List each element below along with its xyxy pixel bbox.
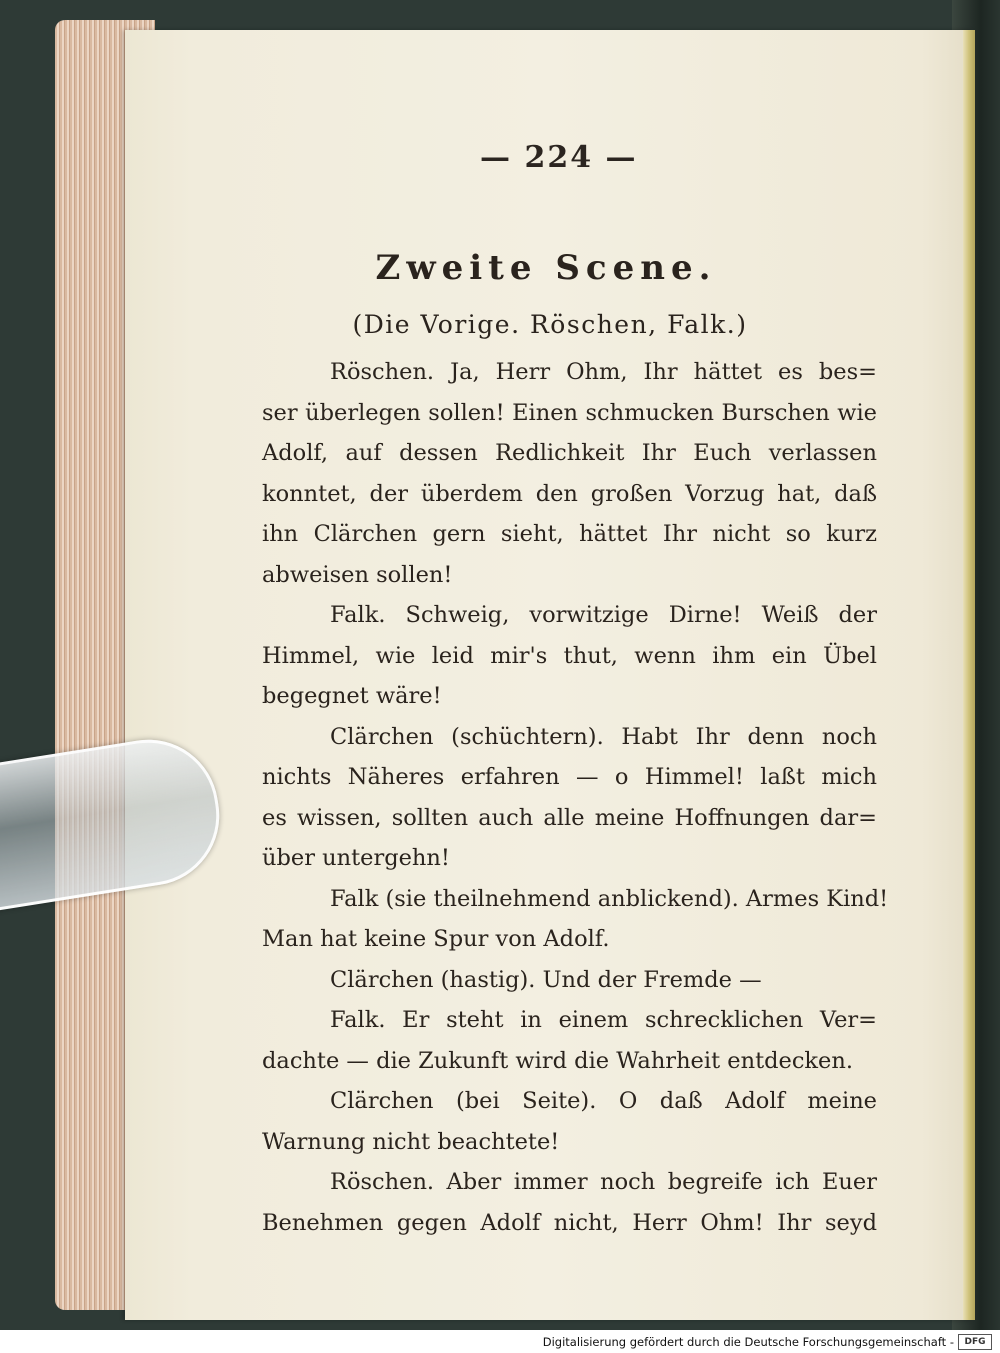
text-line: Röschen. Aber immer noch begreife ich Euer	[330, 1169, 877, 1195]
dfg-logo: DFG	[958, 1334, 992, 1350]
stage-direction: (Die Vorige. Röschen, Falk.)	[352, 310, 748, 339]
text-line: ser überlegen sollen! Einen schmucken Burschen wie	[262, 399, 877, 426]
text-line: Clärchen (bei Seite). O daß Adolf meine	[330, 1088, 877, 1114]
text-line: begegnet wäre!	[262, 683, 442, 709]
text-line: Himmel, wie leid mir's thut, wenn ihm ein Übel	[262, 642, 877, 669]
text-line: ihn Clärchen gern sieht, hättet Ihr nicht so kurz	[262, 521, 877, 547]
text-line: nichts Näheres erfahren — o Himmel! laßt mich	[262, 764, 877, 790]
body-text	[262, 352, 889, 1243]
footer-bar	[0, 1330, 1000, 1353]
text-line: über untergehn!	[262, 845, 450, 871]
text-line: konntet, der überdem den großen Vorzug hat, daß	[262, 480, 877, 507]
text-line: es wissen, sollten auch alle meine Hoffnungen dar=	[262, 804, 877, 831]
footer-credit: Digitalisierung gefördert durch die Deutsche Forschungsgemeinschaft -	[542, 1335, 954, 1349]
page-gilt-edge	[963, 30, 975, 1320]
text-line: Clärchen (schüchtern). Habt Ihr denn noch	[330, 723, 877, 750]
text-line: Röschen. Ja, Herr Ohm, Ihr hättet es bes=	[330, 359, 877, 385]
scene-title: Zweite Scene.	[375, 248, 717, 288]
text-line: Adolf, auf dessen Redlichkeit Ihr Euch verlassen	[262, 440, 877, 466]
text-line: Benehmen gegen Adolf nicht, Herr Ohm! Ihr seyd	[262, 1209, 877, 1236]
text-line: Clärchen (hastig). Und der Fremde —	[330, 966, 762, 993]
text-line: Man hat keine Spur von Adolf.	[262, 926, 610, 952]
text-line: Falk. Schweig, vorwitzige Dirne! Weiß der	[330, 602, 877, 628]
text-line: Falk (sie theilnehmend anblickend). Armes Kind!	[330, 885, 889, 912]
text-line: dachte — die Zukunft wird die Wahrheit entdecken.	[262, 1047, 854, 1074]
text-line: abweisen sollen!	[262, 561, 453, 588]
page-number: — 224 —	[480, 140, 638, 175]
text-line: Warnung nicht beachtete!	[262, 1128, 560, 1155]
text-line: Falk. Er steht in einem schrecklichen Ver=	[330, 1007, 877, 1033]
